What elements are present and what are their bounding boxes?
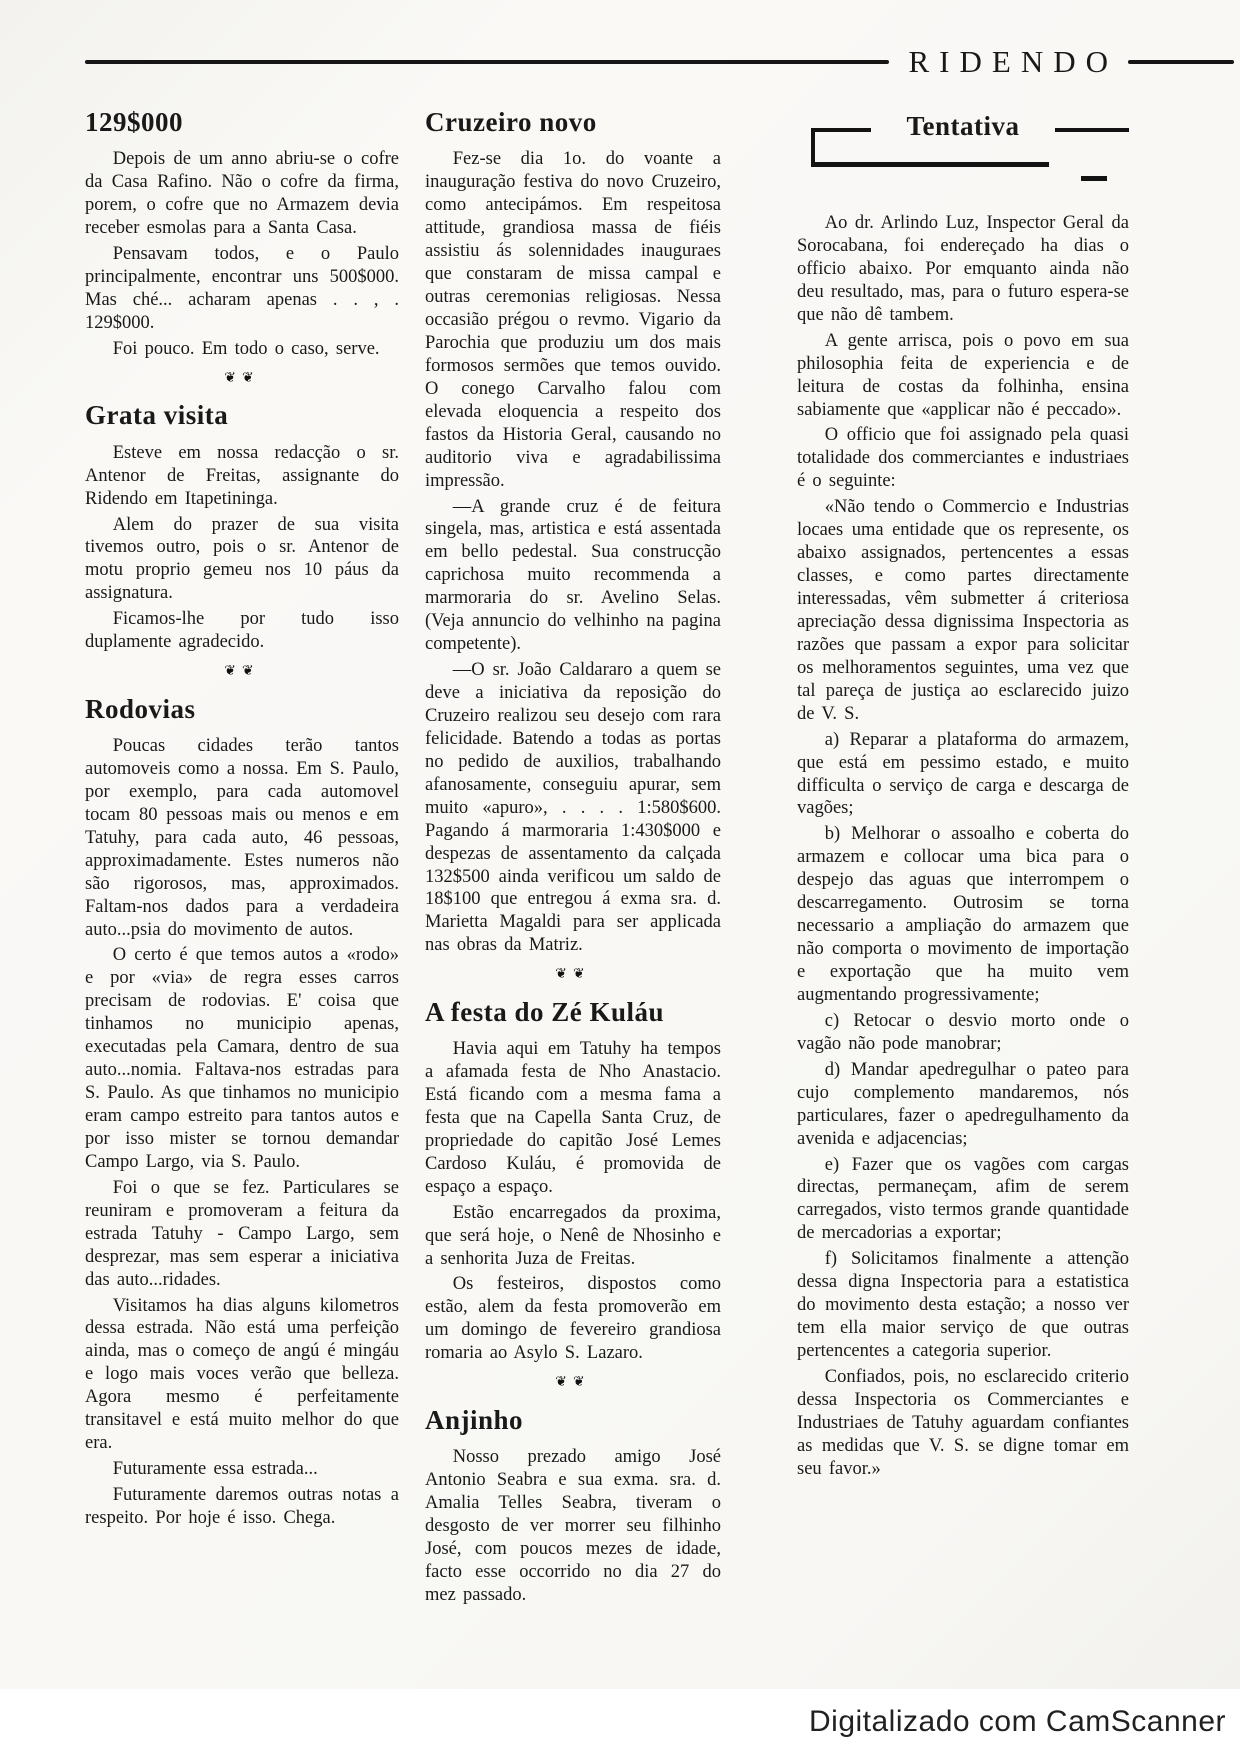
right-column: [797, 94, 1129, 1610]
paragraph: O officio que foi assignado pela quasi totalidade dos commerciantes e industriaes é o seguinte:: [797, 425, 1129, 492]
article-cruzeiro-novo: [425, 106, 721, 957]
paragraph-item-c: c) Retocar o desvio morto onde o vagão não pode manobrar;: [797, 1010, 1129, 1054]
paragraph: Depois de um anno abriu-se o cofre da Casa Rafino. Não o cofre da firma, porem, o cofre que no Armazem devia receber esmolas para a Santa Casa.: [85, 149, 399, 239]
tentativa-framed-heading: [797, 96, 1129, 196]
article-129000: [85, 106, 399, 361]
paragraph: Poucas cidades terão tantos automoveis como a nossa. Em S. Paulo, por exemplo, para cada automovel tocam 80 pessoas mais ou menos e em Tatuhy, para cada auto, 46 pessoas, approximadamente. Estes numeros não são rigorosos, mas, approximados. Faltam-nos dados para a verdadeira auto...psia do movimento de autos.: [85, 736, 399, 940]
left-column: [85, 94, 399, 1610]
paragraph: Futuramente essa estrada...: [112, 1459, 318, 1480]
paragraph: Futuramente daremos outras notas a respeito. Por hoje é isso. Chega.: [85, 1485, 399, 1528]
paragraph: Ficamos-lhe por tudo isso duplamente agradecido.: [85, 609, 399, 653]
paragraph: Visitamos ha dias alguns kilometros dessa estrada. Não está uma perfeição ainda, mas o começo de angú é mingáu e logo mais voces verão que belleza. Agora mesmo é perfeitamente transitavel e está muito melhor do que era.: [85, 1295, 399, 1454]
section-divider-ornament: ❦❦: [555, 1374, 591, 1391]
paragraph-item-b: b) Melhorar o assoalho e coberta do armazem e collocar uma bica para o despejo das aguas que interrompem o descarregamento. Outrosim se torna necessario a ampliação do armazem que não comporta o movimento de importação e exportação que ha muito vem augmentando progressivamente;: [797, 824, 1129, 1005]
masthead-title: RIDENDO: [908, 44, 1118, 79]
article-rodovias: [85, 693, 399, 1530]
article-title: Anjinho: [425, 1404, 524, 1435]
paragraph: Foi pouco. Em todo o caso, serve.: [112, 338, 380, 359]
article-title: Rodovias: [85, 693, 196, 724]
paragraph: Alem do prazer de sua visita tivemos outro, pois o sr. Antenor de motu proprio gemeu nos 10 páus da assignatura.: [85, 514, 399, 604]
article-title: Tentativa: [906, 111, 1020, 141]
camscanner-watermark: Digitalizado com CamScanner: [808, 1705, 1226, 1738]
paragraph-item-e: e) Fazer que os vagões com cargas directas, permaneçam, afim de serem carregados, visto termos grande quantidade de mercadorias a exportar;: [797, 1154, 1129, 1244]
article-festa-ze-kulau: [425, 996, 721, 1366]
middle-column: [425, 94, 721, 1610]
paragraph: O certo é que temos autos a «rodo» e por «via» de regra esses carros precisam de rodovias. E' coisa que tinhamos no municipio apenas, executadas pela Camara, dentro de sua auto...nomia. Faltava-nos estradas para S. Paulo. As que tinhamos no municipio eram campo estreito para tantos autos e por isso mister se tornou demandar Campo Largo, via S. Paulo.: [85, 945, 399, 1172]
paragraph: Estão encarregados da proxima, que será hoje, o Nenê de Nhosinho e a senhorita Juza de Freitas.: [425, 1202, 721, 1269]
section-divider-ornament: ❦❦: [224, 369, 260, 386]
paragraph: —O sr. João Caldararo a quem se deve a iniciativa da reposição do Cruzeiro realizou seu desejo com rara felicidade. Batendo a todas as portas no pedido de auxilios, trabalhando afanosamente, conseguiu apurar, sem muito «apuro», . . . . 1:580$600. Pagando á marmoraria 1:430$000 e despezas de assentamento da calçada 132$500 ainda verificou um saldo de 18$100 que entregou á exma sra. d. Marietta Magaldi para ser applicada nas obras da Matriz.: [425, 660, 721, 956]
paragraph: Os festeiros, dispostos como estão, alem da festa promoverão em um domingo de fevereiro grandiosa romaria ao Asylo S. Lazaro.: [425, 1274, 721, 1364]
heading-rule: [1081, 176, 1107, 181]
article-title: 129$000: [85, 107, 183, 137]
heading-rule: [1055, 128, 1129, 132]
paragraph: Ao dr. Arlindo Luz, Inspector Geral da Sorocabana, foi endereçado ha dias o officio abaixo. Por emquanto ainda não deu resultado, mas, para o futuro espera-se que não dê tambem.: [797, 213, 1129, 325]
paragraph: «Não tendo o Commercio e Industrias locaes uma entidade que os represente, os abaixo assignados, pertencentes a essas classes, e como partes directamente interessadas, vêm submetter á criteriosa apreciação dessa dignissima Inspectoria as razões que passam a expor para solicitar os melhoramentos seguintes, uma vez que tal pareça de justiça ao esclarecido juizo de V. S.: [797, 497, 1129, 724]
heading-rule: [811, 162, 1049, 167]
paragraph-item-a: a) Reparar a plataforma do armazem, que está em pessimo estado, e muito difficulta o serviço de carga e descarga de vagões;: [797, 729, 1129, 819]
paragraph: Havia aqui em Tatuhy ha tempos a afamada festa de Nho Anastacio. Está ficando com a mesma fama a festa que na Capella Santa Cruz, de propriedade do capitão José Lemes Cardoso Kuláu, é promovida de espaço a espaço.: [425, 1039, 721, 1197]
paragraph: A gente arrisca, pois o povo em sua philosophia feita de experiencia e de leitura de costas da folhinha, ensina sabiamente que «applicar não é peccado».: [797, 330, 1129, 420]
heading-rule: [811, 128, 871, 132]
article-title: Cruzeiro novo: [425, 107, 597, 137]
article-tentativa: [797, 96, 1129, 1481]
paragraph: —A grande cruz é de feitura singela, mas, artistica e está assentada em bello pedestal. Sua construcção caprichosa muito recommenda a marmoraria do sr. Avelino Selas. (Veja annuncio do velhinho na pagina competente).: [425, 496, 721, 655]
section-divider-ornament: ❦❦: [555, 966, 591, 983]
paragraph: Confiados, pois, no esclarecido criterio dessa Inspectoria os Commerciantes e Industriaes de Tatuhy aguardam confiantes as medidas que V. S. se digne tomar em seu favor.»: [797, 1366, 1129, 1479]
page-content: [0, 94, 1240, 1610]
masthead: [0, 0, 1240, 94]
section-divider-ornament: ❦❦: [224, 663, 260, 680]
paragraph: Foi o que se fez. Particulares se reuniram e promoveram a feitura da estrada Tatuhy - Campo Largo, sem desprezar, mas sem esperar a iniciativa das auto...ridades.: [85, 1177, 399, 1290]
paragraph: Pensavam todos, e o Paulo principalmente, encontrar uns 500$000. Mas ché... acharam apenas . . , . 129$000.: [85, 244, 399, 334]
paragraph: Esteve em nossa redacção o sr. Antenor de Freitas, assignante do Ridendo em Itapetininga.: [85, 442, 399, 509]
article-grata-visita: [85, 399, 399, 654]
masthead-rule-left: [85, 60, 889, 64]
scanner-strip: [0, 1689, 1240, 1755]
paragraph: Nosso prezado amigo José Antonio Seabra e sua exma. sra. d. Amalia Telles Seabra, tiveram o desgosto de ver morrer seu filhinho José, com poucos mezes de idade, facto esse occorrido no dia 27 do mez passado.: [425, 1447, 721, 1605]
heading-rule: [811, 128, 815, 166]
paragraph-item-d: d) Mandar apedregulhar o pateo para cujo complemento mandaremos, nós particulares, fazer o apedregulhamento da avenida e adjacencias;: [797, 1059, 1129, 1149]
paragraph-item-f: f) Solicitamos finalmente a attenção dessa digna Inspectoria para a estatistica do movimento desta estação; a nosso ver tem ella maior serviço de que outras pertencentes a categoria superior.: [797, 1249, 1129, 1361]
article-anjinho: [425, 1404, 721, 1607]
article-title: A festa do Zé Kuláu: [425, 996, 665, 1027]
article-title: Grata visita: [85, 400, 229, 431]
paragraph: Fez-se dia 1o. do voante a inauguração festiva do novo Cruzeiro, como antecipámos. Em respeitosa attitude, grandiosa massa de fiéis assistiu ás solennidades inauguraes que constaram de missa campal e outras ceremonias religiosas. Nessa occasião prégou o revmo. Vigario da Parochia que produziu um dos mais formosos sermões que temos ouvido. O conego Carvalho falou com elevada eloquencia a respeito dos fastos da Historia Geral, causando no auditorio viva e agradabilissima impressão.: [425, 149, 721, 491]
masthead-rule-right: [1128, 60, 1234, 64]
